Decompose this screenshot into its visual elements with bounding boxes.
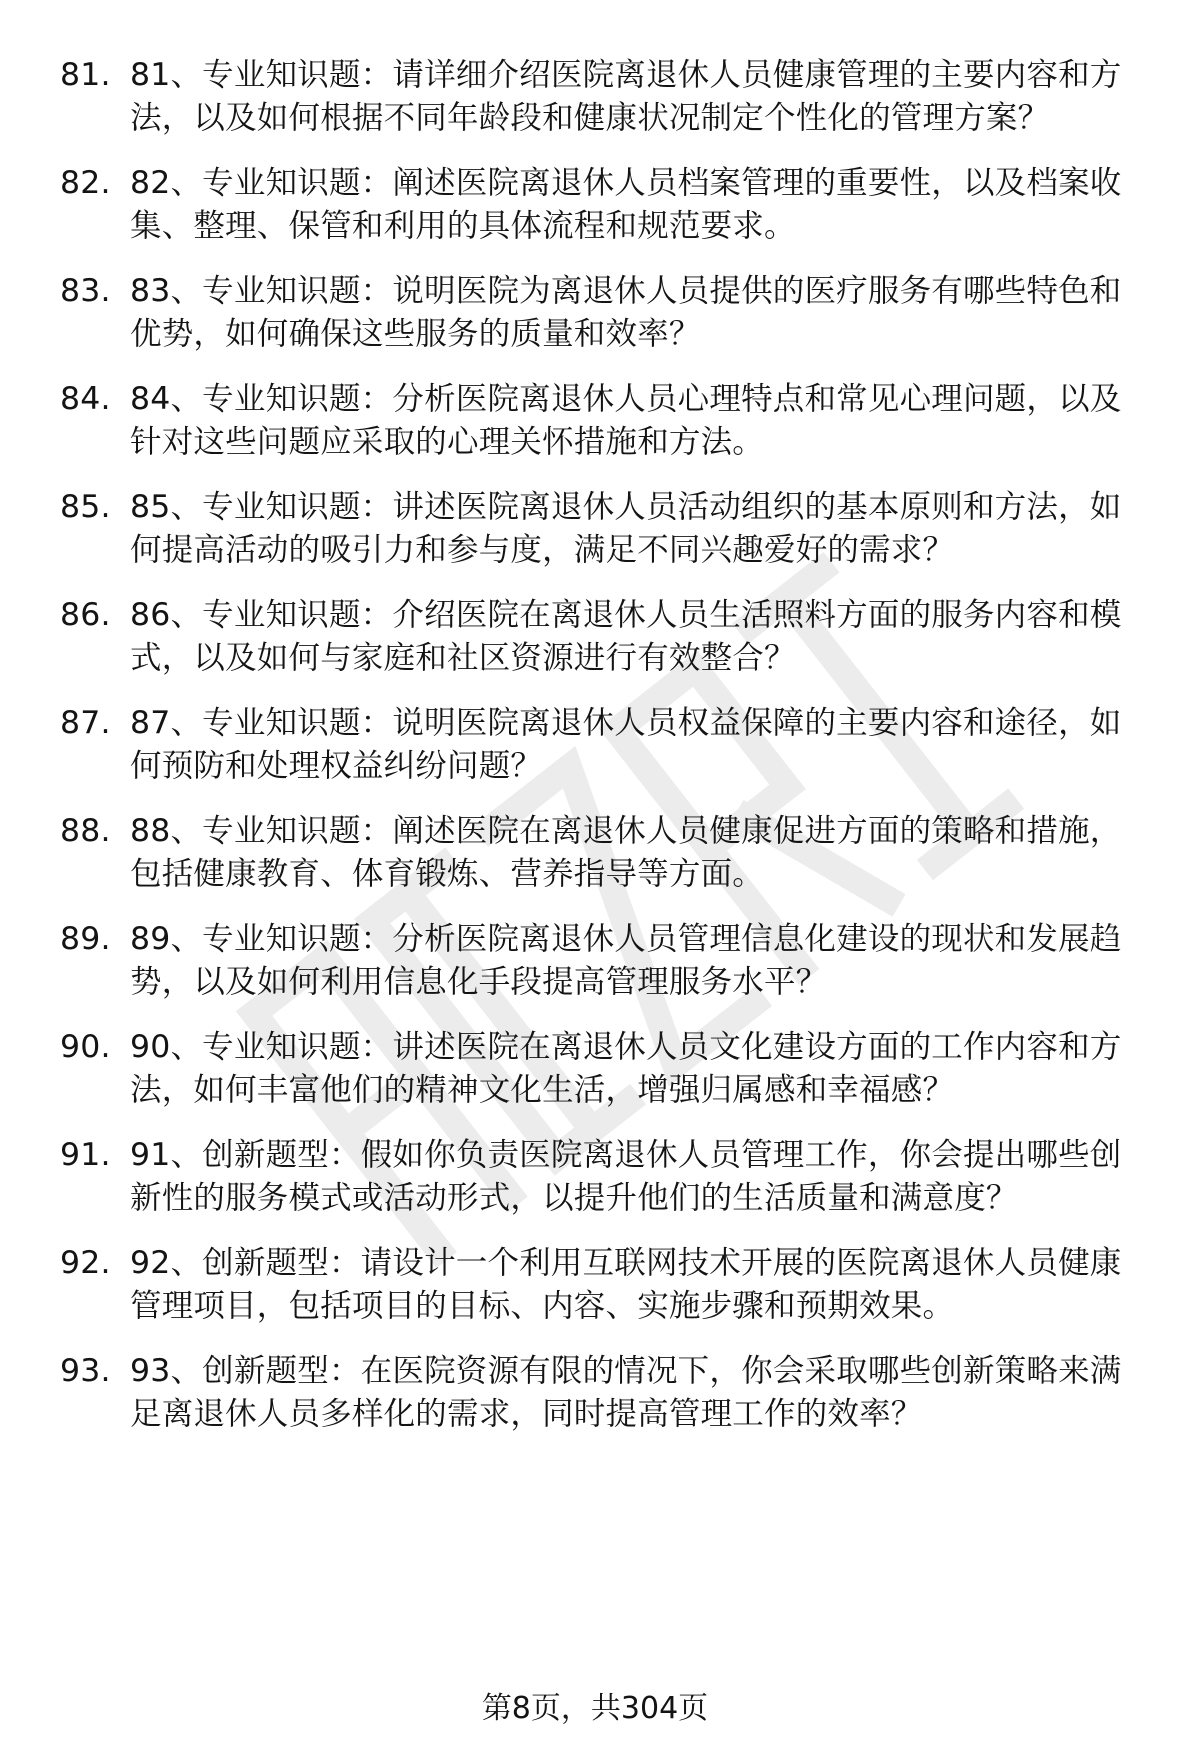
question-item-89 — [60, 918, 1150, 1004]
question-text: 89、专业知识题：分析医院离退休人员管理信息化建设的现状和发展趋势，以及如何利用信息化手段提高管理服务水平？ — [130, 921, 1122, 1000]
question-item-85 — [60, 486, 1150, 572]
question-item-88 — [60, 810, 1150, 896]
question-item-92 — [60, 1242, 1150, 1328]
question-item-90 — [60, 1026, 1150, 1112]
question-number: 85. — [60, 489, 111, 525]
question-text: 88、专业知识题：阐述医院在离退休人员健康促进方面的策略和措施，包括健康教育、体育锻炼、营养指导等方面。 — [130, 813, 1122, 892]
question-text: 82、专业知识题：阐述医院离退休人员档案管理的重要性，以及档案收集、整理、保管和利用的具体流程和规范要求。 — [130, 165, 1122, 244]
page-number-label: 第8页，共304页 — [481, 1691, 709, 1726]
question-text: 85、专业知识题：讲述医院离退休人员活动组织的基本原则和方法，如何提高活动的吸引力和参与度，满足不同兴趣爱好的需求？ — [130, 489, 1122, 568]
question-text: 92、创新题型：请设计一个利用互联网技术开展的医院离退休人员健康管理项目，包括项目的目标、内容、实施步骤和预期效果。 — [130, 1245, 1122, 1324]
question-text: 84、专业知识题：分析医院离退休人员心理特点和常见心理问题，以及针对这些问题应采取的心理关怀措施和方法。 — [130, 381, 1122, 460]
question-text: 81、专业知识题：请详细介绍医院离退休人员健康管理的主要内容和方法，以及如何根据不同年龄段和健康状况制定个性化的管理方案？ — [130, 57, 1122, 136]
question-number: 86. — [60, 597, 111, 633]
question-number: 81. — [60, 57, 111, 93]
question-text: 90、专业知识题：讲述医院在离退休人员文化建设方面的工作内容和方法，如何丰富他们的精神文化生活，增强归属感和幸福感？ — [130, 1029, 1122, 1108]
question-number: 92. — [60, 1245, 111, 1281]
question-item-87 — [60, 702, 1150, 788]
question-number: 82. — [60, 165, 111, 201]
question-number: 87. — [60, 705, 111, 741]
question-item-91 — [60, 1134, 1150, 1220]
question-number: 93. — [60, 1353, 111, 1389]
question-item-81 — [60, 54, 1150, 140]
question-number: 91. — [60, 1137, 111, 1173]
question-text: 87、专业知识题：说明医院离退休人员权益保障的主要内容和途径，如何预防和处理权益纠纷问题？ — [130, 705, 1122, 784]
question-item-83 — [60, 270, 1150, 356]
question-number: 88. — [60, 813, 111, 849]
question-number: 90. — [60, 1029, 111, 1065]
question-item-82 — [60, 162, 1150, 248]
question-number: 89. — [60, 921, 111, 957]
question-text: 91、创新题型：假如你负责医院离退休人员管理工作，你会提出哪些创新性的服务模式或活动形式，以提升他们的生活质量和满意度？ — [130, 1137, 1122, 1216]
question-text: 93、创新题型：在医院资源有限的情况下，你会采取哪些创新策略来满足离退休人员多样化的需求，同时提高管理工作的效率？ — [130, 1353, 1122, 1432]
question-number: 84. — [60, 381, 111, 417]
question-number: 83. — [60, 273, 111, 309]
page-footer — [0, 1689, 1190, 1729]
question-text: 83、专业知识题：说明医院为离退休人员提供的医疗服务有哪些特色和优势，如何确保这些服务的质量和效率？ — [130, 273, 1122, 352]
question-list — [60, 54, 1150, 1458]
question-item-86 — [60, 594, 1150, 680]
question-text: 86、专业知识题：介绍医院在离退休人员生活照料方面的服务内容和模式，以及如何与家庭和社区资源进行有效整合？ — [130, 597, 1122, 676]
question-item-84 — [60, 378, 1150, 464]
question-item-93 — [60, 1350, 1150, 1436]
